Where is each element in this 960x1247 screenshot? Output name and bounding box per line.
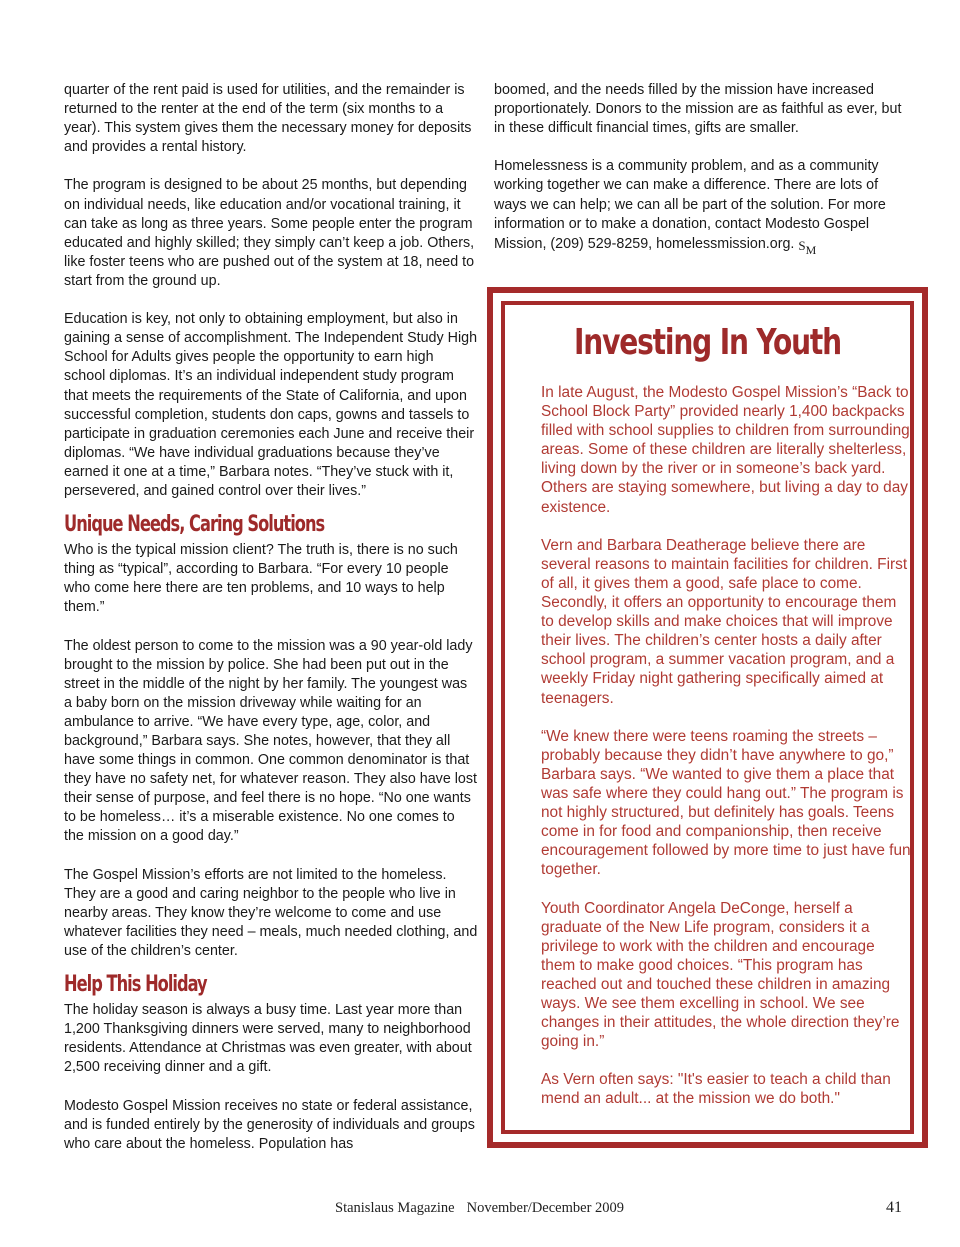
body-paragraph: The program is designed to be about 25 months, but depending on individual needs, like education and/or vocational training, it can take as long as three years. Some people enter the program educated and highly skilled; they simply can’t keep a job. Others, like foster teens who are pushed out of the system at 18, need to start from the ground up. — [64, 177, 475, 289]
sidebar-paragraph: Youth Coordinator Angela DeConge, herself a graduate of the New Life program, considers it a privilege to work with the children and encourage them to make good choices. “This program has reached out and touched these children in amazing ways. We see them excelling in school. We see changes in their attitudes, the whole direction they’re going in.” — [541, 899, 900, 1051]
body-paragraph: Who is the typical mission client? The truth is, there is no such thing as “typical”, according to Barbara. “For every 10 people who come here there are ten problems, and 10 ways to help them.” — [64, 542, 458, 616]
sidebar-paragraph: “We knew there were teens roaming the streets – probably because they didn’t have anywhere to go,” Barbara says. “We wanted to give them a place that was safe where they could hang out.” The program is not highly structured, but definitely has goals. Teens come in for food and companionship, then receive encouragement followed by more time to just have fun together. — [541, 727, 911, 879]
right-column — [494, 81, 910, 258]
page-number: 41 — [886, 1199, 902, 1216]
body-paragraph: The oldest person to come to the mission was a 90 year-old lady brought to the mission by police. She had been put out in the street in the middle of the night by her family. The youngest was a baby born on the mission driveway while waiting for an ambulance to arrive. “We have every type, age, color, and background,” Barbara says. She notes, however, that they all have some things in common. One common denominator is that they have no safety net, for whatever reason. They also have lost their sense of purpose, and feel there is no hope. “No one wants to be homeless… it’s a miserable existence. No one comes to the mission on a good day.” — [64, 637, 477, 845]
end-of-article-mark — [798, 237, 817, 257]
section-heading-help-this-holiday: Help This Holiday — [64, 972, 207, 998]
body-paragraph: boomed, and the needs filled by the mission have increased proportionately. Donors to the mission are as faithful as ever, but in these difficult financial times, gifts are smaller. — [494, 82, 902, 137]
left-column — [64, 81, 478, 1154]
body-paragraph — [494, 157, 910, 257]
publication-name: Stanislaus Magazine — [335, 1200, 455, 1216]
section-heading-unique-needs: Unique Needs, Caring Solutions — [64, 512, 325, 538]
sidebar-title: Investing In Youth — [573, 322, 842, 363]
end-mark-s: S — [798, 237, 806, 253]
page-footer — [335, 1200, 624, 1217]
sidebar-inner-border — [501, 301, 914, 1134]
sidebar-paragraph: As Vern often says: "It's easier to teach a child than mend an adult... at the mission we do both." — [541, 1071, 891, 1108]
body-paragraph: Modesto Gospel Mission receives no state or federal assistance, and is funded entirely by the generosity of individuals and groups who care about the homeless. Population has — [64, 1097, 475, 1152]
sidebar-paragraph: In late August, the Modesto Gospel Mission’s “Back to School Block Party” provided nearly 1,400 backpacks filled with school supplies to children from surrounding areas. Some of these children are literally shelterless, living down by the river or in someone’s back yard. Others are staying somewhere, but living a day to day existence. — [541, 384, 910, 516]
sidebar-body — [541, 383, 911, 1109]
sidebar-paragraph: Vern and Barbara Deatherage believe there are several reasons to maintain facilities for children. First of all, it gives them a good, safe place to come. Secondly, it offers an opportunity to encourage them to develop skills and make choices that will improve their lives. The children’s center hosts a daily after school program, a summer vacation program, and a weekly Friday night gathering specifically aimed at teenagers. — [541, 536, 908, 707]
end-mark-m: M — [805, 242, 817, 257]
body-paragraph: The Gospel Mission’s efforts are not limited to the homeless. They are a good and caring neighbor to the people who live in nearby areas. They know they’re welcome to come and use whatever facilities they need – meals, much needed clothing, and use of the children’s center. — [64, 866, 478, 960]
body-paragraph: Education is key, not only to obtaining employment, but also in gaining a sense of accomplishment. The Independent Study High School for Adults gives people the opportunity to earn high school diplomas. It’s an individual independent study program that meets the requirements of the State of California, and upon successful completion, students don caps, gowns and tassels to participate in graduation ceremonies each June and receive their diplomas. “We have individual graduations because they’ve earned it one at a time,” Barbara notes. “They’ve stuck with it, persevered, and gained control over their lives.” — [64, 311, 478, 499]
closing-paragraph-text: Homelessness is a community problem, and as a community working together we can make a difference. There are lots of ways we can help; we can all be part of the solution. For more information or to make a donation, contact Modesto Gospel Mission, (209) 529-8259, homelessmission.org. — [494, 158, 886, 252]
sidebar-box — [487, 287, 928, 1148]
body-paragraph: The holiday season is always a busy time. Last year more than 1,200 Thanksgiving dinners were served, many to neighborhood residents. Attendance at Christmas was even greater, with about 2,500 receiving dinner and a gift. — [64, 1002, 472, 1076]
body-paragraph: quarter of the rent paid is used for utilities, and the remainder is returned to the renter at the end of the term (six months to a year). This system gives them the necessary money for deposits and provides a rental history. — [64, 82, 472, 156]
issue-date: November/December 2009 — [466, 1200, 625, 1216]
